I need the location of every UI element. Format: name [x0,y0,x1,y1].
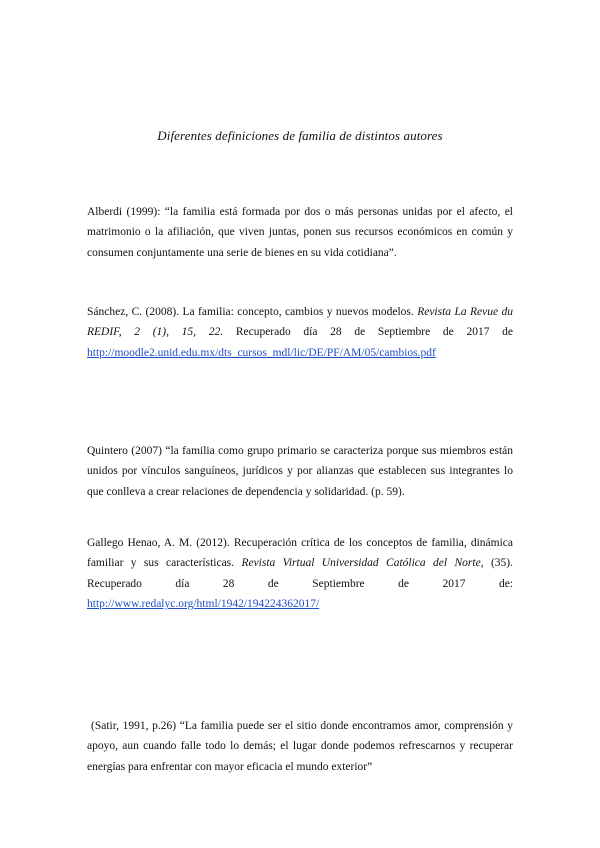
reference-sanchez-text: Sánchez, C. (2008). La familia: concepto, cambios y nuevos modelos. [87,305,414,318]
reference-gallego-retrieved: , (35). Recuperado día 28 de Septiembre de 2017 de: [87,557,514,590]
document-title: Diferentes definiciones de familia de distintos autores [157,128,443,143]
reference-gallego-text: Gallego Henao, A. M. (2012). Recuperación crítica de los conceptos de familia, dinámica familiar y sus características. [87,536,513,569]
reference-gallego-link[interactable]: http://www.redalyc.org/html/1942/194224362017/ [87,598,320,610]
reference-gallego-journal: Revista Virtual Universidad Católica del Norte [241,557,481,569]
reference-sanchez-journal: Revista La Revue du REDIF, 2 (1), 15, 22. [87,305,514,338]
reference-sanchez [87,302,513,364]
reference-sanchez-retrieved: Recuperado día 28 de Septiembre de 2017 de [235,326,513,338]
definition-quintero: Quintero (2007) “la familia como grupo primario se caracteriza porque sus miembros están unidos por vínculos sanguíneos, jurídicos y por alianzas que establecen sus integrantes lo que conlleva a crear relaciones de dependencia y solidaridad. (p. 59). [87,444,513,498]
reference-sanchez-link[interactable]: http://moodle2.unid.edu.mx/dts_cursos_mdl/lic/DE/PF/AM/05/cambios.pdf [87,346,436,359]
definition-satir: (Satir, 1991, p.26) “La familia puede ser el sitio donde encontramos amor, comprensión y apoyo, aun cuando falle todo lo demás; el lugar donde podemos refrescarnos y recuperar energías para enfrentar con mayor eficacia el mundo exterior” [87,719,513,773]
reference-gallego [87,533,513,615]
definition-alberdi: Alberdi (1999): “la familia está formada por dos o más personas unidas por el afecto, el matrimonio o la afiliación, que viven juntas, ponen sus recursos económicos en común y consumen conjuntamente una serie de bienes en su vida cotidiana”. [87,205,513,259]
